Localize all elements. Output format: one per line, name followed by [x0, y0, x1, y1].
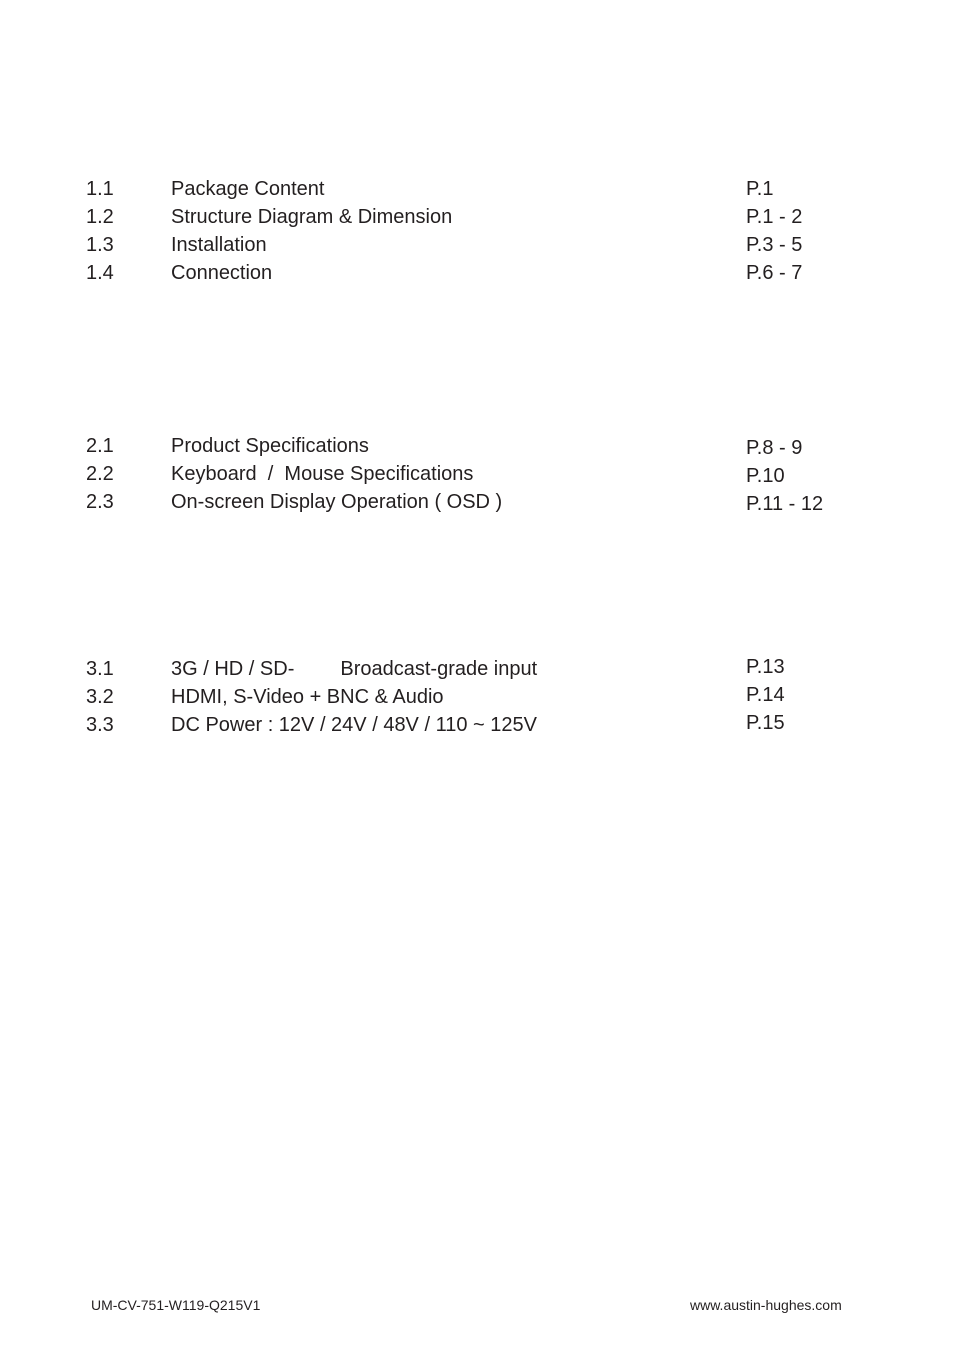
toc-entry-page: P.3 - 5 [746, 234, 803, 256]
toc-entry-title: Product Specifications [171, 435, 369, 457]
toc-entry-title [171, 656, 537, 682]
toc-entry-2-1 [0, 433, 954, 459]
toc-entry-number: 1.2 [86, 206, 114, 228]
toc-entry-page: P.1 - 2 [746, 206, 803, 228]
footer-document-code: UM-CV-751-W119-Q215V1 [91, 1297, 261, 1313]
toc-entry-title-separator: / [256, 463, 285, 485]
toc-entry-number: 3.2 [86, 686, 114, 708]
toc-entry-title-part: Broadcast-grade input [340, 658, 538, 680]
toc-entry-title-part: Keyboard [171, 463, 257, 485]
toc-entry-3-2 [0, 684, 954, 710]
toc-entry-page: P.1 [746, 178, 774, 200]
toc-entry-title: Installation [171, 234, 267, 256]
toc-entry-title: Structure Diagram & Dimension [171, 206, 453, 228]
toc-entry-page: P.8 - 9 [746, 437, 803, 459]
toc-entry-title [171, 461, 473, 487]
toc-entry-title-part: Mouse Specifications [284, 463, 474, 485]
toc-entry-1-2 [0, 204, 954, 230]
toc-entry-3-1 [0, 656, 954, 682]
toc-entry-title: DC Power : 12V / 24V / 48V / 110 ~ 125V [171, 714, 537, 736]
footer-website: www.austin-hughes.com [690, 1297, 842, 1313]
toc-entry-number: 2.1 [86, 435, 114, 457]
toc-entry-number: 3.3 [86, 714, 114, 736]
toc-entry-page: P.14 [746, 684, 785, 706]
toc-entry-title-part: 3G / HD / SD- [171, 658, 295, 680]
toc-entry-number: 1.1 [86, 178, 114, 200]
toc-entry-page: P.6 - 7 [746, 262, 803, 284]
toc-entry-number: 2.2 [86, 463, 114, 485]
toc-entry-title: Package Content [171, 178, 325, 200]
toc-entry-page: P.15 [746, 712, 785, 734]
toc-entry-2-2 [0, 461, 954, 487]
toc-entry-2-3 [0, 489, 954, 515]
toc-entry-page: P.13 [746, 656, 785, 678]
toc-entry-page: P.10 [746, 465, 785, 487]
toc-entry-number: 1.3 [86, 234, 114, 256]
toc-entry-number: 2.3 [86, 491, 114, 513]
toc-entry-number: 1.4 [86, 262, 114, 284]
toc-entry-3-3 [0, 712, 954, 738]
toc-entry-1-1 [0, 176, 954, 202]
toc-entry-number: 3.1 [86, 658, 114, 680]
toc-entry-title: Connection [171, 262, 273, 284]
toc-entry-page: P.11 - 12 [746, 493, 824, 515]
toc-entry-1-3 [0, 232, 954, 258]
toc-entry-1-4 [0, 260, 954, 286]
toc-entry-title: On-screen Display Operation ( OSD ) [171, 491, 503, 513]
toc-entry-title: HDMI, S-Video + BNC & Audio [171, 686, 444, 708]
